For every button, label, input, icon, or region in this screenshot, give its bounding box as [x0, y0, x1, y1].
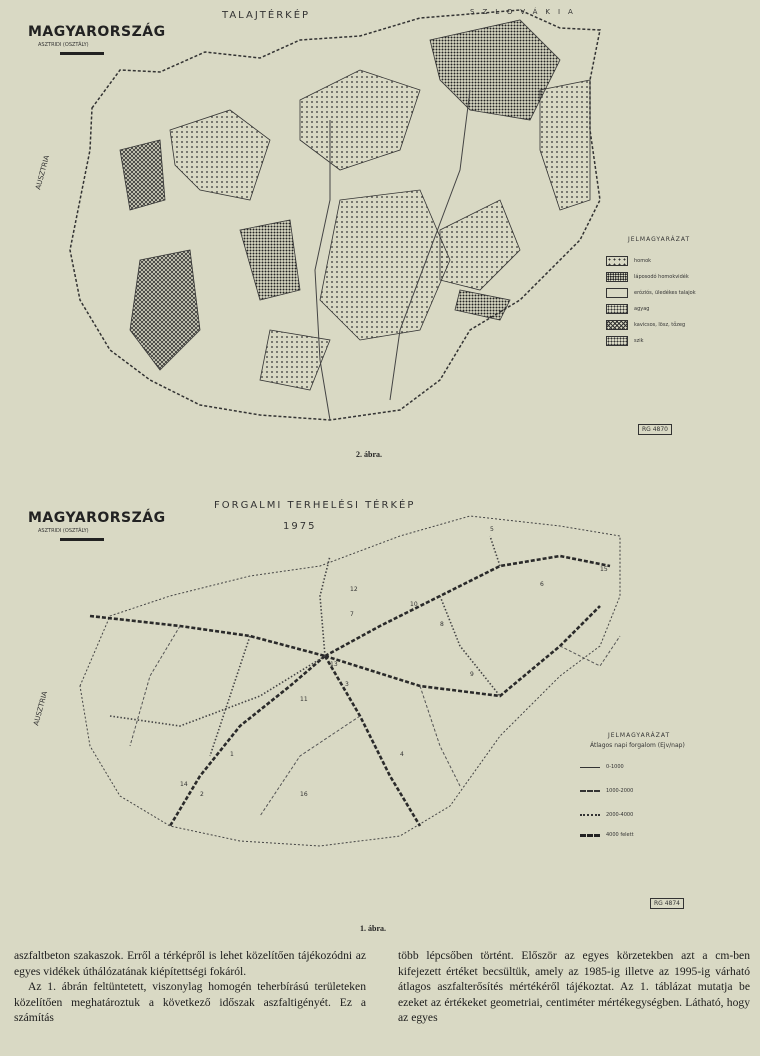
- soil-legend-item: [606, 304, 649, 314]
- traffic-map-country-sub: ASZTRIDI (OSZTÁLY): [38, 528, 89, 534]
- legend-line: [580, 814, 600, 816]
- district-number: 6: [540, 581, 544, 588]
- legend-label: láposodó homokvidék: [634, 274, 689, 280]
- soil-map-country: MAGYARORSZÁG: [28, 24, 166, 40]
- soil-region: [455, 290, 510, 320]
- legend-label: homok: [634, 258, 652, 264]
- road-main: [325, 556, 610, 656]
- road-secondary: [320, 556, 330, 656]
- legend-swatch: [606, 304, 628, 314]
- district-number: 8: [440, 621, 444, 628]
- soil-legend-item: [606, 336, 644, 346]
- legend-label: 2000-4000: [606, 812, 634, 818]
- traffic-map-border: [80, 516, 620, 846]
- traffic-legend-subtitle: Átlagos napi forgalom (Ejv/nap): [590, 742, 685, 749]
- district-labels: [180, 526, 608, 798]
- road-secondary: [440, 596, 500, 696]
- district-number: 12: [350, 586, 358, 593]
- soil-map-country-sub: ASZTRIDI (OSZTÁLY): [38, 42, 89, 48]
- legend-swatch: [606, 256, 628, 266]
- road-tertiary: [260, 716, 360, 816]
- district-number: 15: [600, 566, 608, 573]
- soil-region: [120, 140, 165, 210]
- district-number: 9: [470, 671, 474, 678]
- road-secondary: [490, 536, 500, 566]
- traffic-map-neighbor-austria: AUSZTRIA: [32, 690, 50, 727]
- soil-region: [540, 80, 590, 210]
- legend-line: [580, 834, 600, 837]
- district-number: 4: [400, 751, 404, 758]
- legend-label: eróziós, üledékes talajok: [634, 290, 696, 296]
- district-number: 11: [300, 696, 308, 703]
- district-number: 14: [180, 781, 188, 788]
- traffic-map-figno: RG 4874: [650, 898, 684, 909]
- soil-region: [300, 70, 420, 170]
- district-number: 13: [330, 661, 338, 668]
- legend-swatch: [606, 272, 628, 282]
- soil-map-neighbor-austria: AUSZTRIA: [34, 154, 52, 191]
- legend-line: [580, 790, 600, 792]
- road-tertiary: [420, 686, 460, 786]
- road-secondary: [110, 656, 325, 726]
- text-column-right: [398, 948, 750, 1026]
- traffic-legend-title: JELMAGYARÁZAT: [608, 732, 671, 739]
- soil-legend-title: JELMAGYARÁZAT: [628, 236, 691, 243]
- district-number: 1: [230, 751, 234, 758]
- soil-legend-item: [606, 272, 689, 282]
- legend-label: 4000 felett: [606, 832, 634, 838]
- soil-map-caption: 2. ábra.: [356, 450, 382, 459]
- legend-label: agyag: [634, 306, 650, 312]
- paragraph: Az 1. ábrán feltüntetett, viszonylag homogén teherbírású területeken közelítően meghatároztuk a következő időszak aszfaltigényét. Ez a számítás: [14, 980, 366, 1024]
- district-number: 7: [350, 611, 354, 618]
- soil-map-drawing: [0, 0, 760, 460]
- road-main: [90, 616, 325, 656]
- legend-label: 0-1000: [606, 764, 624, 770]
- soil-region: [170, 110, 270, 200]
- traffic-legend-item: [580, 764, 624, 770]
- soil-map-figno: RG 4870: [638, 424, 672, 435]
- road-tertiary: [130, 626, 180, 746]
- traffic-map-drawing: [0, 496, 760, 896]
- text-column-left: [14, 948, 366, 1026]
- legend-label: szik: [634, 338, 644, 344]
- traffic-legend-item: [580, 788, 633, 794]
- road-main: [170, 656, 325, 826]
- traffic-legend-item: [580, 832, 634, 838]
- paragraph: aszfaltbeton szakaszok. Erről a térképről is lehet közelítően tájékozódni az egyes vidékek úthálózatának kiépítettségi fokáról.: [14, 949, 366, 978]
- soil-region: [320, 190, 450, 340]
- district-number: 16: [300, 791, 308, 798]
- soil-legend-item: [606, 288, 696, 298]
- traffic-map-year: 1975: [283, 521, 317, 532]
- district-number: 5: [490, 526, 494, 533]
- legend-line: [580, 767, 600, 768]
- district-number: 3: [345, 681, 349, 688]
- soil-legend-item: [606, 320, 685, 330]
- district-number: 2: [200, 791, 204, 798]
- road-secondary: [210, 636, 250, 756]
- soil-map-title: TALAJTÉRKÉP: [222, 10, 311, 21]
- paragraph: több lépcsőben történt. Először az egyes körzetekben azt a cm-ben kifejezett értéket becsültük, amely az 1985-ig illetve az 1995-ig várható átlagos aszfalterősítés mértékéről tájékoztat. Az 1. táblázat mutatja be ezeket az értékeket geometriai, centiméter mértékegységben. Látható, hogy az egyes: [398, 949, 750, 1024]
- traffic-map-title: FORGALMI TERHELÉSI TÉRKÉP: [214, 500, 416, 511]
- road-tertiary: [560, 636, 620, 666]
- legend-swatch: [606, 288, 628, 298]
- legend-label: 1000-2000: [606, 788, 634, 794]
- road-main: [325, 606, 600, 696]
- legend-label: kavicsos, lösz, tőzeg: [634, 322, 686, 328]
- soil-legend-item: [606, 256, 651, 266]
- legend-swatch: [606, 336, 628, 346]
- traffic-map-country: MAGYARORSZÁG: [28, 510, 166, 526]
- soil-region: [130, 250, 200, 370]
- legend-swatch: [606, 320, 628, 330]
- traffic-legend-item: [580, 812, 633, 818]
- traffic-map-caption: 1. ábra.: [360, 924, 386, 933]
- soil-map-neighbor-north: SZLOVÁKIA: [470, 8, 581, 16]
- soil-region: [440, 200, 520, 290]
- soil-region: [240, 220, 300, 300]
- district-number: 10: [410, 601, 418, 608]
